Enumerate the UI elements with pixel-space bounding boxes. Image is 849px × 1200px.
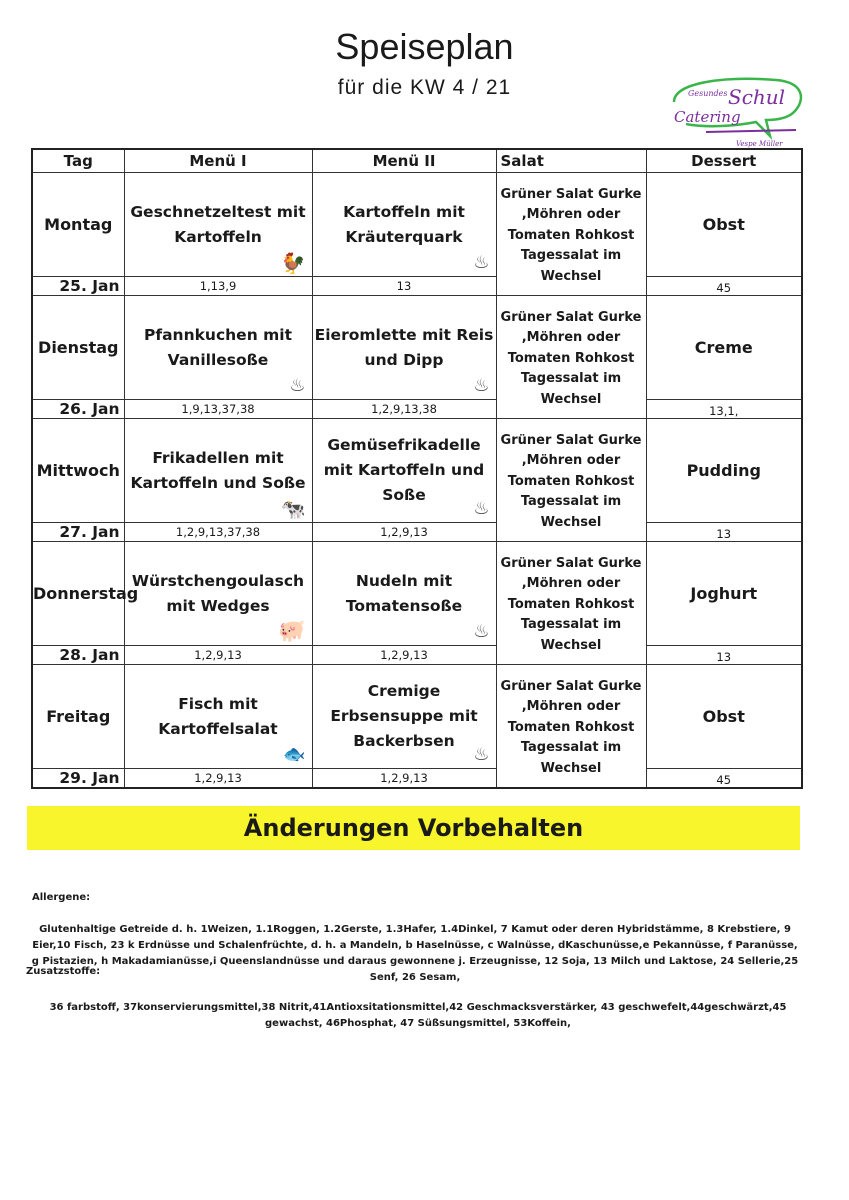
menu1-codes: 1,2,9,13,37,38 bbox=[124, 523, 312, 542]
dessert-codes: 13,1, bbox=[646, 400, 802, 419]
cow-icon: 🐄 bbox=[280, 497, 306, 521]
menu2-dish: Eieromlette mit Reis und Dipp bbox=[314, 325, 494, 369]
day-date: 28. Jan bbox=[32, 646, 124, 665]
menu2-dish: Nudeln mit Tomatensoße bbox=[345, 571, 463, 615]
menu1-cell bbox=[124, 296, 312, 400]
dessert-codes: 13 bbox=[646, 646, 802, 665]
menu1-cell bbox=[124, 542, 312, 646]
zusatz-label: Zusatzstoffe: bbox=[26, 966, 101, 977]
vegetable-icon: ♨ bbox=[473, 375, 490, 396]
vegetable-icon: ♨ bbox=[289, 375, 306, 396]
menu2-cell bbox=[312, 542, 496, 646]
day-date: 27. Jan bbox=[32, 523, 124, 542]
table-row bbox=[32, 542, 802, 646]
chicken-icon: 🐓 bbox=[280, 251, 306, 275]
dessert-codes: 45 bbox=[646, 769, 802, 789]
salad-cell: Grüner Salat Gurke ,Möhren oder Tomaten Rohkost Tagessalat im Wechsel bbox=[496, 173, 646, 296]
col-header-menu2: Menü II bbox=[312, 149, 496, 173]
salad-cell: Grüner Salat Gurke ,Möhren oder Tomaten Rohkost Tagessalat im Wechsel bbox=[496, 665, 646, 789]
day-name: Freitag bbox=[32, 665, 124, 769]
vegetable-icon: ♨ bbox=[473, 252, 490, 273]
menu2-codes: 13 bbox=[312, 277, 496, 296]
pig-icon: 🐖 bbox=[278, 619, 306, 644]
vegetable-icon: ♨ bbox=[473, 498, 490, 519]
menu1-dish: Würstchengoulasch mit Wedges bbox=[131, 571, 305, 615]
table-row bbox=[32, 277, 802, 296]
zusatz-text: 36 farbstoff, 37konservierungsmittel,38 Nitrit,41Antioxsitationsmittel,42 Geschmacksverstärker, 43 geschwefelt,44geschwärzt,45 gewachst, 46Phosphat, 47 Süßsungsmittel, 53Koffein, bbox=[49, 1002, 787, 1029]
table-row bbox=[32, 400, 802, 419]
salad-cell: Grüner Salat Gurke ,Möhren oder Tomaten Rohkost Tagessalat im Wechsel bbox=[496, 296, 646, 419]
table-row bbox=[32, 646, 802, 665]
logo-brand-big: Schul bbox=[728, 85, 786, 109]
table-row bbox=[32, 419, 802, 523]
allergene-label: Allergene: bbox=[32, 892, 91, 903]
allergene-text: Glutenhaltige Getreide d. h. 1Weizen, 1.1Roggen, 1.2Gerste, 1.3Hafer, 1.4Dinkel, 7 Kamut oder deren Hybridstämme, 8 Krebstiere, 9 Eier,10 Fisch, 23 k Erdnüsse und Schalenfrüchte, d. h. a Mandeln, b Haselnüsse, c Walnüsse, dKaschunüsse,e Pekannüsse, f Paranüsse, g Pistazien, h Makadamianüsse,i Queenslandnüsse und daraus gewonnene j. Erzeugnisse, 12 Soja, 13 Milch und Laktose, 24 Sellerie,25 Senf, 26 Sesam, bbox=[31, 924, 799, 983]
logo-brand-script: Catering bbox=[674, 108, 741, 126]
table-row bbox=[32, 769, 802, 789]
table-row bbox=[32, 173, 802, 277]
vegetable-icon: ♨ bbox=[473, 621, 490, 642]
table-row bbox=[32, 296, 802, 400]
day-name: Mittwoch bbox=[32, 419, 124, 523]
menu1-codes: 1,2,9,13 bbox=[124, 769, 312, 789]
day-name: Donnerstag bbox=[32, 542, 124, 646]
menu1-codes: 1,2,9,13 bbox=[124, 646, 312, 665]
dessert-cell: Joghurt bbox=[646, 542, 802, 646]
col-header-dessert: Dessert bbox=[646, 149, 802, 173]
salad-cell: Grüner Salat Gurke ,Möhren oder Tomaten Rohkost Tagessalat im Wechsel bbox=[496, 419, 646, 542]
table-row bbox=[32, 523, 802, 542]
menu2-cell bbox=[312, 665, 496, 769]
dessert-cell: Obst bbox=[646, 173, 802, 277]
logo-owner: Vespe Müller bbox=[736, 140, 783, 148]
col-header-menu1: Menü I bbox=[124, 149, 312, 173]
day-date: 25. Jan bbox=[32, 277, 124, 296]
day-date: 26. Jan bbox=[32, 400, 124, 419]
table-header-row bbox=[32, 149, 802, 173]
menu2-codes: 1,2,9,13 bbox=[312, 769, 496, 789]
vegetable-icon: ♨ bbox=[473, 744, 490, 765]
col-header-salat: Salat bbox=[496, 149, 646, 173]
dessert-codes: 13 bbox=[646, 523, 802, 542]
table-row bbox=[32, 665, 802, 769]
menu2-codes: 1,2,9,13 bbox=[312, 523, 496, 542]
menu2-codes: 1,2,9,13,38 bbox=[312, 400, 496, 419]
dessert-cell: Obst bbox=[646, 665, 802, 769]
menu2-dish: Kartoffeln mit Kräuterquark bbox=[343, 202, 465, 246]
logo-line1: Gesundes bbox=[688, 89, 728, 98]
menu1-codes: 1,9,13,37,38 bbox=[124, 400, 312, 419]
menu1-dish: Pfannkuchen mit Vanillesoße bbox=[143, 325, 292, 369]
day-date: 29. Jan bbox=[32, 769, 124, 789]
page-title: Speiseplan bbox=[335, 26, 514, 67]
menu2-cell bbox=[312, 419, 496, 523]
fish-icon: 🐟 bbox=[283, 744, 306, 765]
menu1-dish: Geschnetzeltest mit Kartoffeln bbox=[130, 202, 306, 246]
menu2-codes: 1,2,9,13 bbox=[312, 646, 496, 665]
col-header-tag: Tag bbox=[32, 149, 124, 173]
menu1-cell bbox=[124, 665, 312, 769]
menu1-dish: Frikadellen mit Kartoffeln und Soße bbox=[130, 448, 306, 492]
catering-logo bbox=[666, 72, 806, 154]
dessert-codes: 45 bbox=[646, 277, 802, 296]
menu2-cell bbox=[312, 296, 496, 400]
menu1-cell bbox=[124, 419, 312, 523]
dessert-cell: Creme bbox=[646, 296, 802, 400]
menu2-cell bbox=[312, 173, 496, 277]
menu2-dish: Cremige Erbsensuppe mit Backerbsen bbox=[330, 682, 478, 750]
salad-cell: Grüner Salat Gurke ,Möhren oder Tomaten Rohkost Tagessalat im Wechsel bbox=[496, 542, 646, 665]
day-name: Montag bbox=[32, 173, 124, 277]
dessert-cell: Pudding bbox=[646, 419, 802, 523]
menu1-cell bbox=[124, 173, 312, 277]
week-subtitle: für die KW 4 / 21 bbox=[337, 76, 512, 99]
menu1-dish: Fisch mit Kartoffelsalat bbox=[158, 694, 278, 738]
menu1-codes: 1,13,9 bbox=[124, 277, 312, 296]
day-name: Dienstag bbox=[32, 296, 124, 400]
menu-table bbox=[31, 148, 803, 789]
changes-reserved-banner: Änderungen Vorbehalten bbox=[27, 806, 800, 850]
menu2-dish: Gemüsefrikadelle mit Kartoffeln und Soße bbox=[323, 436, 485, 504]
